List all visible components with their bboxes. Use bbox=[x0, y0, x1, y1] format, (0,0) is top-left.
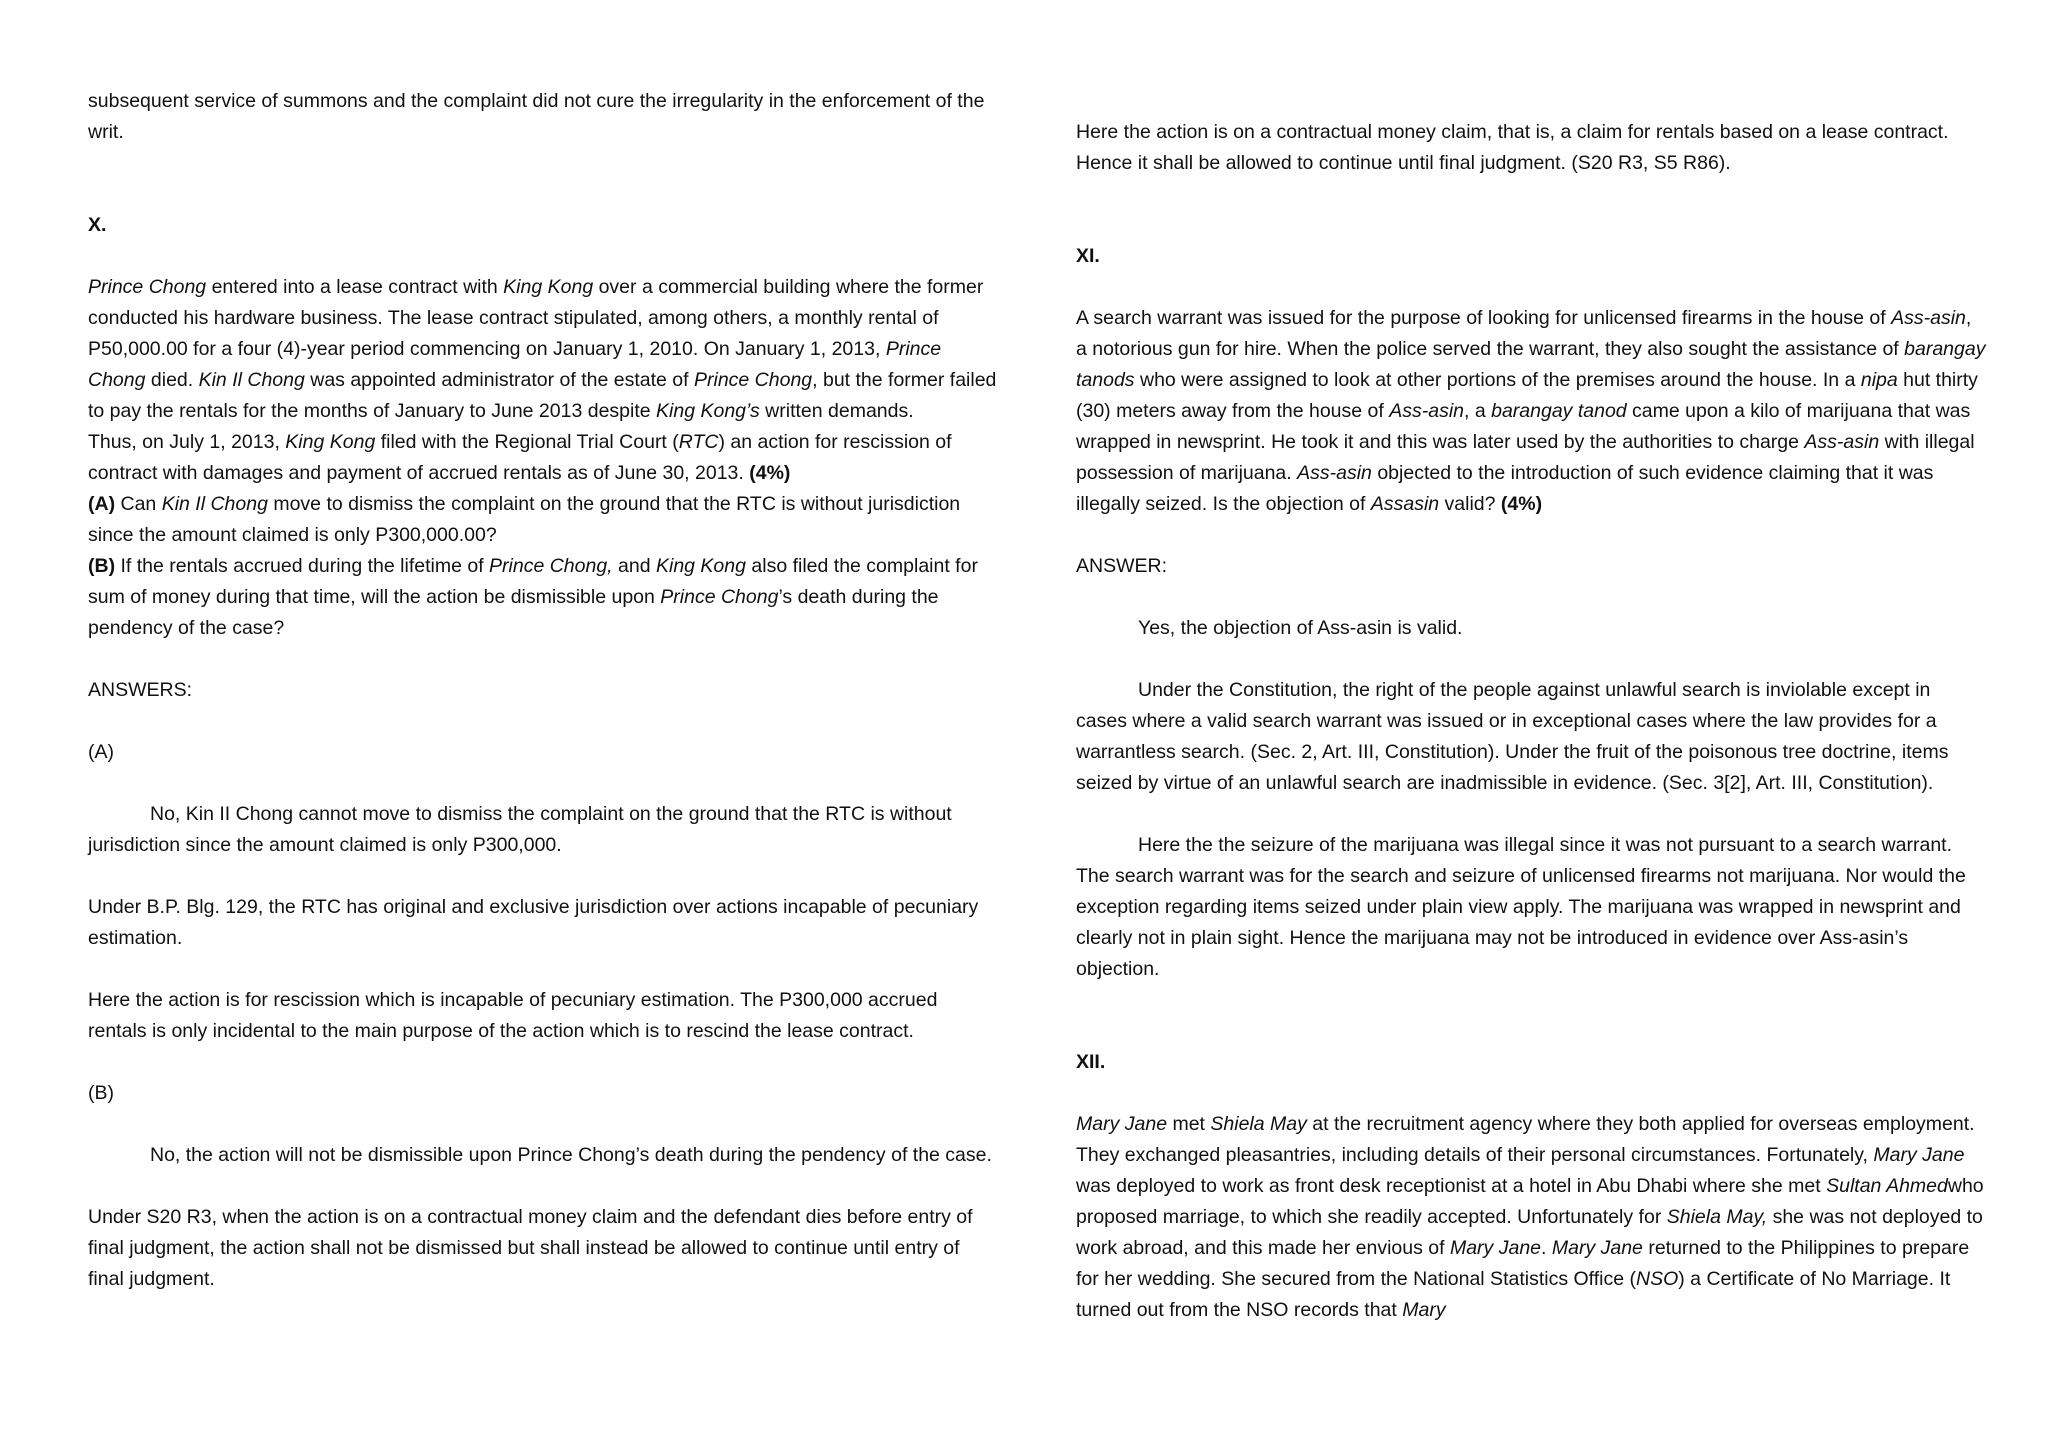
question-number-xii: XII. bbox=[1076, 1051, 1106, 1073]
question-xii-text: Mary Jane met Shiela May at the recruitment agency where they both applied for overseas employment. They exchanged pleasantries, including details of their personal circumstances. Fortunately, Mary Jane was deployed to work as front desk receptionist at a hotel in Abu Dhabi where she met Sultan Ahmedwho proposed marriage, to which she readily accepted. Unfortunately for Shiela May, she was not deployed to work abroad, and this made her envious of Mary Jane. Mary Jane returned to the Philippines to prepare for her wedding. She secured from the National Statistics Office (NSO) a Certificate of No Marriage. It turned out from the NSO records that Mary bbox=[1076, 1113, 1984, 1321]
question-x-facts: Prince Chong entered into a lease contract with King Kong over a commercial building where the former conducted his hardware business. The lease contract stipulated, among others, a monthly rental of P50,000.00 for a four (4)-year period commencing on January 1, 2010. On January 1, 2013, Prince Chong died. Kin Il Chong was appointed administrator of the estate of Prince Chong, but the former failed to pay the rentals for the months of January to June 2013 despite King Kong’s written demands. bbox=[88, 276, 997, 422]
answer-a-paragraph-3: Here the action is for rescission which is incapable of pecuniary estimation. The P300,000 accrued rentals is only incidental to the main purpose of the action which is to rescind the lease contract. bbox=[88, 989, 938, 1042]
answer-xi-paragraph-1: Yes, the objection of Ass-asin is valid. bbox=[1138, 617, 1463, 639]
answer-a-paragraph-1: No, Kin II Chong cannot move to dismiss the complaint on the ground that the RTC is without jurisdiction since the amount claimed is only P300,000. bbox=[88, 803, 952, 856]
answer-xi-paragraph-2: Under the Constitution, the right of the people against unlawful search is inviolable except in cases where a valid search warrant was issued or in exceptional cases where the law provides for a warrantless search. (Sec. 2, Art. III, Constitution). Under the fruit of the poisonous tree doctrine, items seized by virtue of an unlawful search are inadmissible in evidence. (Sec. 3[2], Art. III, Constitution). bbox=[1076, 679, 1949, 794]
answer-b-paragraph-2: Under S20 R3, when the action is on a contractual money claim and the defendant dies before entry of final judgment, the action shall not be dismissed but shall instead be allowed to continue until entry of final judgment. bbox=[88, 1206, 973, 1290]
left-column bbox=[88, 86, 998, 1295]
answers-label: ANSWERS: bbox=[88, 679, 193, 701]
question-x-part-b: (B) If the rentals accrued during the lifetime of Prince Chong, and King Kong also filed the complaint for sum of money during that time, will the action be dismissible upon Prince Chong’s death during the pendency of the case? bbox=[88, 555, 978, 639]
answer-b-paragraph-1: No, the action will not be dismissible upon Prince Chong’s death during the pendency of the case. bbox=[150, 1144, 992, 1166]
answer-a-label: (A) bbox=[88, 741, 114, 763]
answer-xi-paragraph-3: Here the the seizure of the marijuana was illegal since it was not pursuant to a search warrant. The search warrant was for the search and seizure of unlicensed firearms not marijuana. Nor would the exception regarding items seized under plain view apply. The marijuana was wrapped in newsprint and clearly not in plain sight. Hence the marijuana may not be introduced in evidence over Ass-asin’s objection. bbox=[1076, 834, 1966, 980]
question-number-xi: XI. bbox=[1076, 245, 1100, 267]
answer-label: ANSWER: bbox=[1076, 555, 1168, 577]
answer-a-paragraph-2: Under B.P. Blg. 129, the RTC has original and exclusive jurisdiction over actions incapable of pecuniary estimation. bbox=[88, 896, 979, 949]
continued-paragraph: subsequent service of summons and the complaint did not cure the irregularity in the enforcement of the writ. bbox=[88, 90, 985, 143]
question-x-part-a: (A) Can Kin Il Chong move to dismiss the complaint on the ground that the RTC is without jurisdiction since the amount claimed is only P300,000.00? bbox=[88, 493, 961, 546]
question-x-action: Thus, on July 1, 2013, King Kong filed with the Regional Trial Court (RTC) an action for rescission of contract with damages and payment of accrued rentals as of June 30, 2013. (4%) bbox=[88, 431, 952, 484]
answer-b-label: (B) bbox=[88, 1082, 114, 1104]
right-column bbox=[1076, 117, 1986, 1326]
question-number-x: X. bbox=[88, 214, 107, 236]
question-xi-text: A search warrant was issued for the purpose of looking for unlicensed firearms in the house of Ass-asin, a notorious gun for hire. When the police served the warrant, they also sought the assistance of barangay tanods who were assigned to look at other portions of the premises around the house. In a nipa hut thirty (30) meters away from the house of Ass-asin, a barangay tanod came upon a kilo of marijuana that was wrapped in newsprint. He took it and this was later used by the authorities to charge Ass-asin with illegal possession of marijuana. Ass-asin objected to the introduction of such evidence claiming that it was illegally seized. Is the objection of Assasin valid? (4%) bbox=[1076, 307, 1986, 515]
continued-answer: Here the action is on a contractual money claim, that is, a claim for rentals based on a lease contract. Hence it shall be allowed to continue until final judgment. (S20 R3, S5 R86). bbox=[1076, 121, 1949, 174]
